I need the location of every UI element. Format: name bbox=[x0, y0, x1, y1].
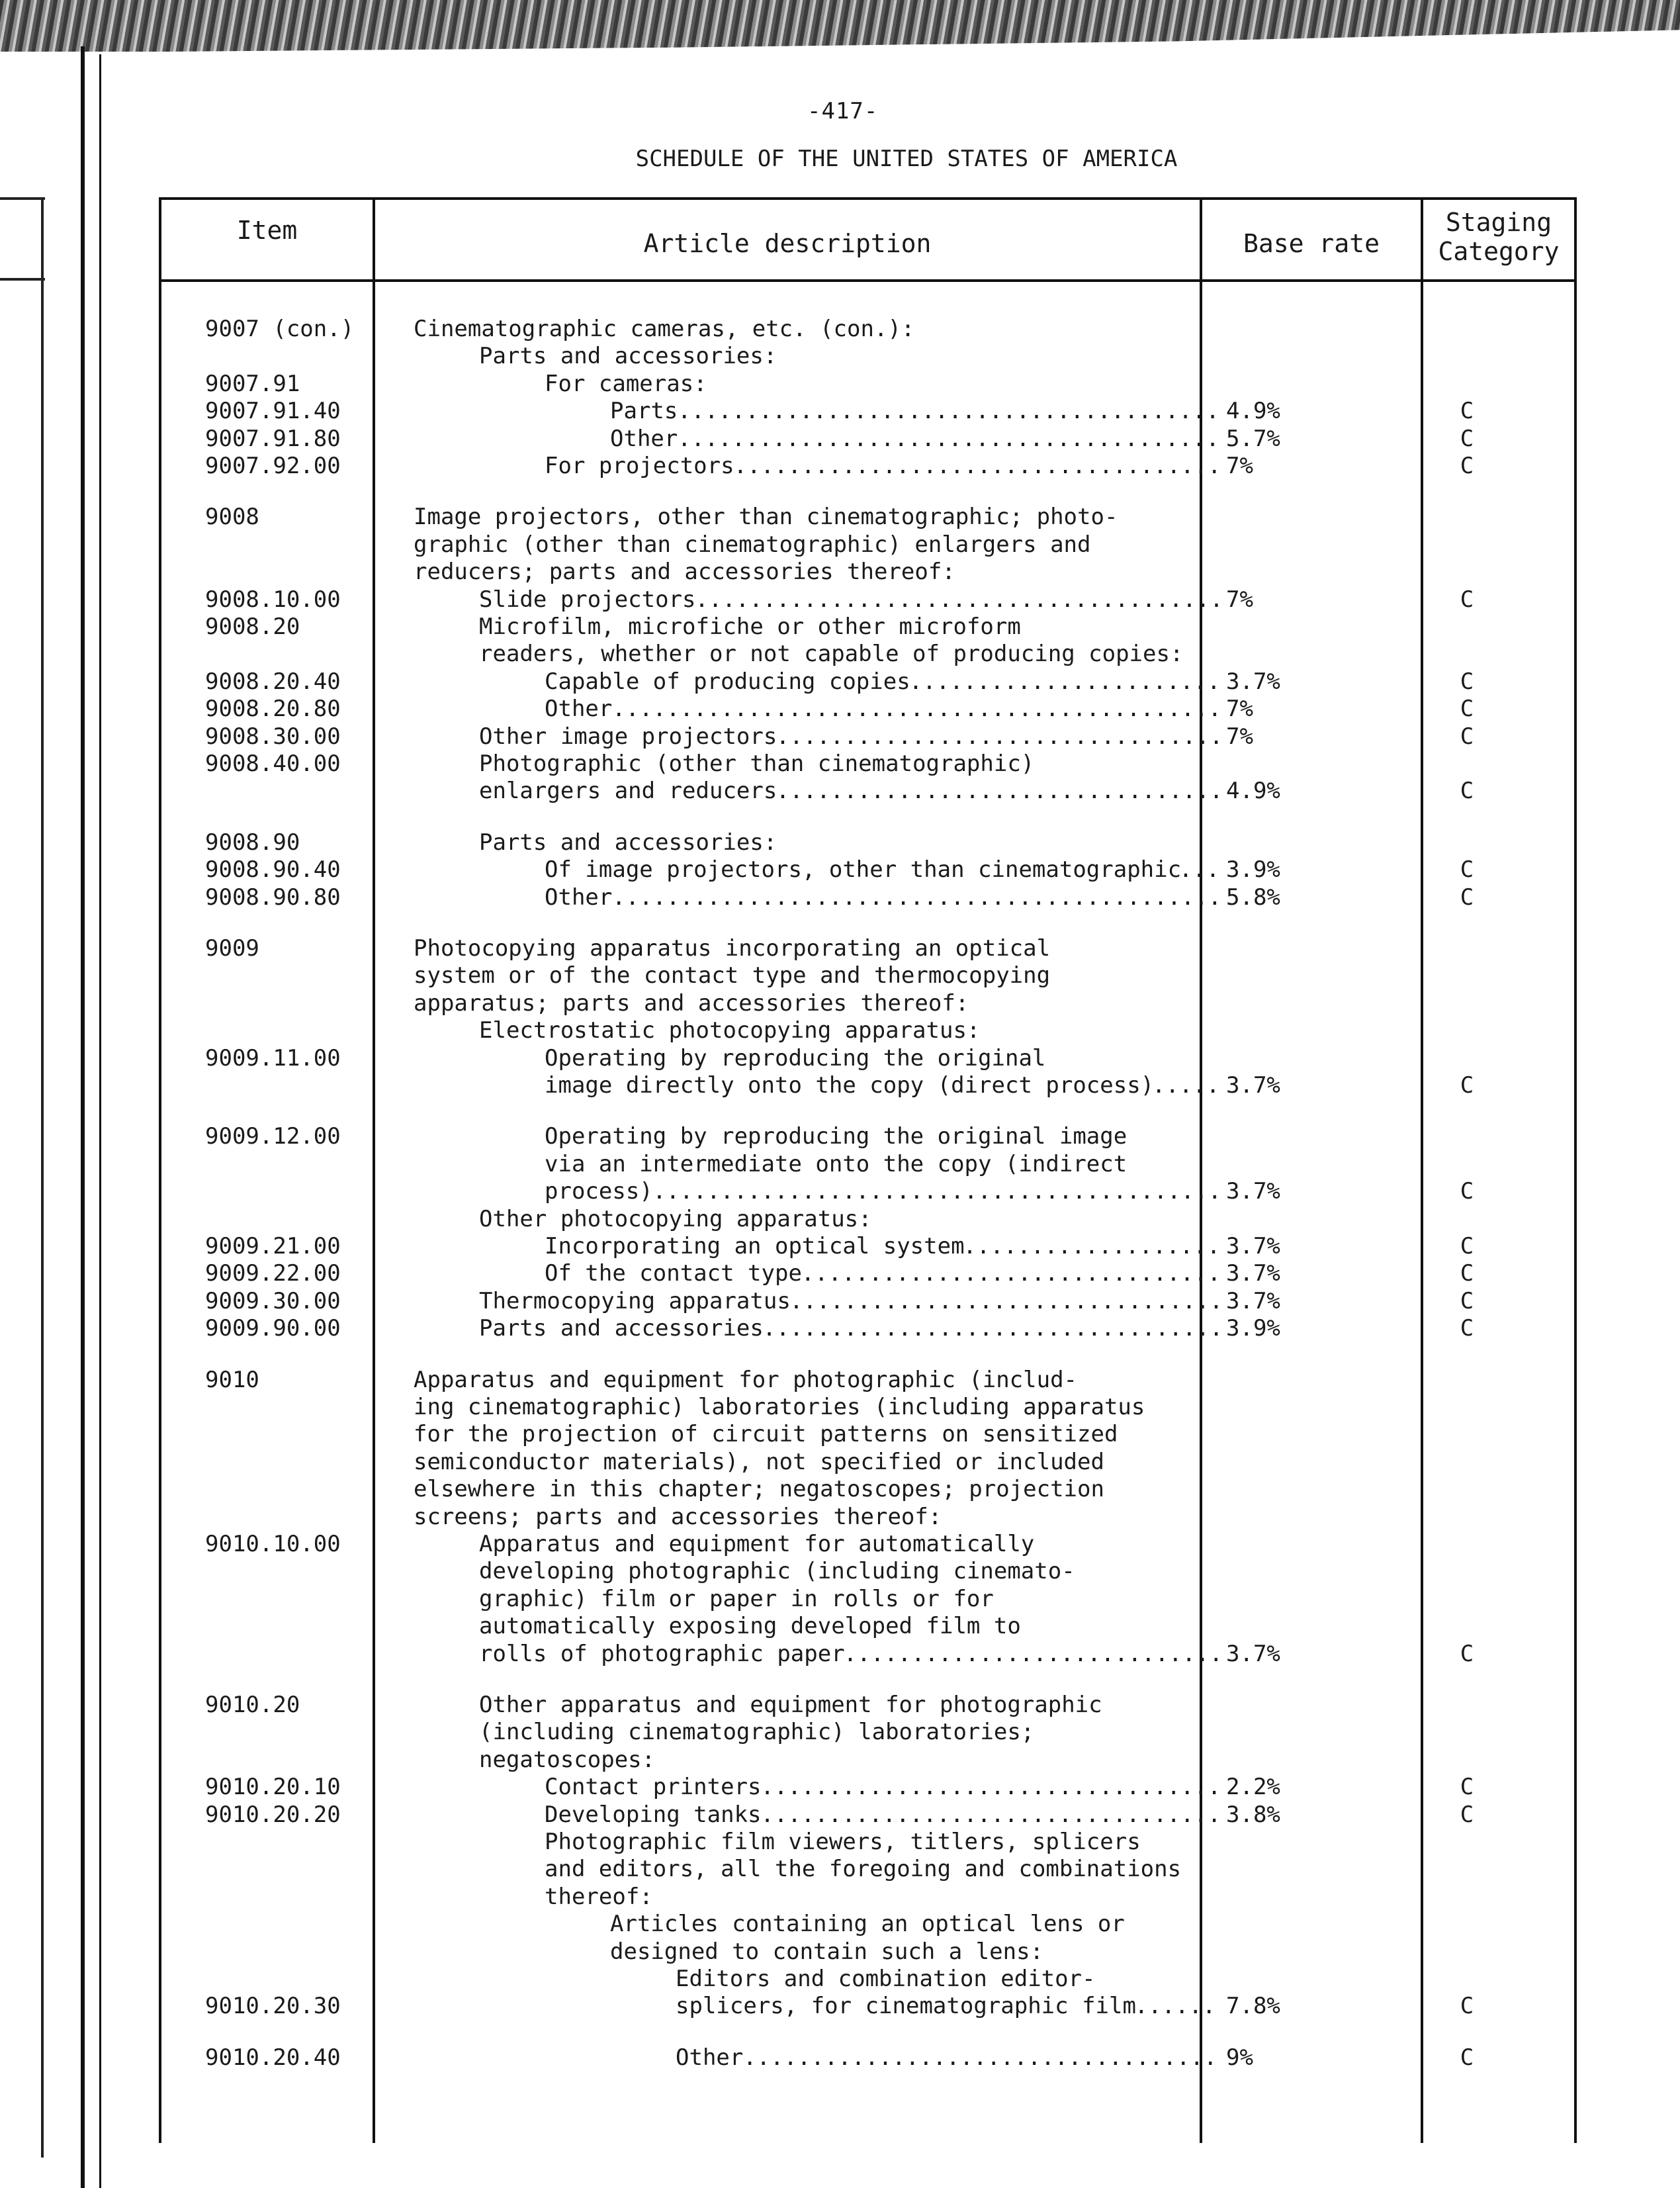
article-description: Photocopying apparatus incorporating an optical bbox=[414, 935, 1051, 962]
article-description: Other bbox=[545, 696, 613, 723]
item-code: 9008.90.40 bbox=[205, 856, 341, 884]
leader-dots: ................... bbox=[963, 1233, 1221, 1259]
staging-category: C bbox=[1460, 586, 1474, 613]
table-row bbox=[159, 2044, 1577, 2072]
article-description: Other photocopying apparatus: bbox=[479, 1205, 872, 1232]
article-description: rolls of photographic paper bbox=[479, 1640, 845, 1667]
table-row bbox=[159, 1965, 1577, 1993]
base-rate: 7% bbox=[1226, 696, 1253, 723]
facing-page-rule bbox=[0, 197, 45, 200]
table-row bbox=[159, 425, 1577, 453]
table-row bbox=[159, 1828, 1577, 1856]
item-code: 9010.20.20 bbox=[205, 1801, 341, 1828]
binding-edge bbox=[81, 46, 85, 2188]
article-description: For projectors bbox=[545, 453, 734, 479]
base-rate: 3.7% bbox=[1226, 1287, 1280, 1314]
table-row bbox=[159, 1640, 1577, 1668]
base-rate: 7.8% bbox=[1226, 1993, 1280, 2020]
facing-page-rule bbox=[0, 278, 45, 281]
staging-category: C bbox=[1460, 1801, 1474, 1828]
base-rate: 3.9% bbox=[1226, 856, 1280, 884]
article-description: reducers; parts and accessories thereof: bbox=[414, 559, 955, 586]
header-bottom-rule bbox=[159, 279, 1577, 282]
item-code: 9008.20.40 bbox=[205, 668, 341, 695]
table-row bbox=[159, 1448, 1577, 1476]
page-number: -417- bbox=[807, 98, 879, 124]
article-description: Capable of producing copies bbox=[545, 668, 910, 695]
table-row bbox=[159, 962, 1577, 989]
article-description: splicers, for cinematographic film bbox=[676, 1993, 1136, 2020]
header-item: Item bbox=[236, 216, 298, 245]
header-base-rate: Base rate bbox=[1243, 229, 1380, 258]
staging-category: C bbox=[1460, 398, 1474, 425]
article-description: graphic (other than cinematographic) enlargers and bbox=[414, 531, 1091, 558]
base-rate: 9% bbox=[1226, 2044, 1253, 2071]
table-row bbox=[159, 750, 1577, 778]
table-row bbox=[159, 1232, 1577, 1260]
base-rate: 2.2% bbox=[1226, 1774, 1280, 1801]
article-description: thereof: bbox=[545, 1883, 653, 1910]
table-row bbox=[159, 1150, 1577, 1178]
table-row bbox=[159, 1910, 1577, 1938]
base-rate: 4.9% bbox=[1226, 398, 1280, 425]
article-description: Editors and combination editor- bbox=[676, 1966, 1096, 1992]
tariff-schedule-table bbox=[159, 197, 1577, 2143]
table-row bbox=[159, 1259, 1577, 1287]
article-description: (including cinematographic) laboratories; bbox=[479, 1719, 1035, 1746]
item-code: 9009.21.00 bbox=[205, 1233, 341, 1259]
article-description: Slide projectors bbox=[479, 586, 696, 613]
staging-category: C bbox=[1460, 856, 1474, 884]
table-row bbox=[159, 1883, 1577, 1911]
table-row bbox=[159, 452, 1577, 480]
table-row bbox=[159, 1855, 1577, 1883]
article-description: Apparatus and equipment for photographic (includ- bbox=[414, 1366, 1078, 1393]
item-code: 9009 bbox=[205, 935, 259, 962]
item-code: 9007.92.00 bbox=[205, 453, 341, 479]
item-code: 9009.90.00 bbox=[205, 1315, 341, 1342]
item-code: 9010 bbox=[205, 1366, 259, 1393]
article-description: Operating by reproducing the original bbox=[545, 1044, 1046, 1071]
leader-dots: ................................. bbox=[775, 778, 1223, 805]
header-staging-line1: Staging bbox=[1445, 208, 1552, 237]
leader-dots: ....................... bbox=[908, 668, 1221, 695]
article-description: developing photographic (including cinemato- bbox=[479, 1558, 1075, 1585]
leader-dots: ................................... bbox=[743, 2044, 1217, 2071]
table-row bbox=[159, 1071, 1577, 1099]
item-code: 9010.20.10 bbox=[205, 1774, 341, 1801]
table-row bbox=[159, 1530, 1577, 1558]
item-code: 9010.10.00 bbox=[205, 1531, 341, 1557]
article-description: Contact printers bbox=[545, 1774, 762, 1801]
item-code: 9008.20.80 bbox=[205, 696, 341, 723]
table-row bbox=[159, 1122, 1577, 1150]
base-rate: 7% bbox=[1226, 453, 1253, 479]
article-description: system or of the contact type and thermocopying bbox=[414, 962, 1051, 989]
table-row bbox=[159, 613, 1577, 641]
item-code: 9008.10.00 bbox=[205, 586, 341, 613]
table-row bbox=[159, 1017, 1577, 1044]
table-row bbox=[159, 1773, 1577, 1801]
article-description: semiconductor materials), not specified or included bbox=[414, 1448, 1104, 1475]
table-row bbox=[159, 1718, 1577, 1746]
article-description: elsewhere in this chapter; negatoscopes; projection bbox=[414, 1476, 1104, 1503]
staging-category: C bbox=[1460, 1774, 1474, 1801]
table-row bbox=[159, 1287, 1577, 1315]
table-row bbox=[159, 1314, 1577, 1342]
item-code: 9010.20 bbox=[205, 1692, 300, 1718]
leader-dots: ................................. bbox=[775, 723, 1223, 750]
leader-dots: ..... bbox=[1152, 1072, 1220, 1099]
base-rate: 7% bbox=[1226, 723, 1253, 750]
table-row bbox=[159, 503, 1577, 531]
leader-dots: ... bbox=[1178, 856, 1220, 884]
table-row bbox=[159, 558, 1577, 586]
staging-category: C bbox=[1460, 1993, 1474, 2020]
leader-dots: .................................. bbox=[760, 1774, 1221, 1801]
table-row bbox=[159, 586, 1577, 614]
table-row bbox=[159, 989, 1577, 1017]
table-row bbox=[159, 1044, 1577, 1072]
article-description: designed to contain such a lens: bbox=[610, 1938, 1044, 1965]
article-description: Other image projectors bbox=[479, 723, 777, 750]
item-code: 9010.20.30 bbox=[205, 1993, 341, 2020]
table-top-rule bbox=[159, 197, 1577, 200]
article-description: Photographic film viewers, titlers, splicers bbox=[545, 1829, 1141, 1855]
table-row bbox=[159, 1612, 1577, 1640]
table-row bbox=[159, 1420, 1577, 1448]
table-row bbox=[159, 315, 1577, 343]
table-row bbox=[159, 1366, 1577, 1394]
item-code: 9008 bbox=[205, 504, 259, 531]
article-description: Parts bbox=[610, 398, 678, 425]
item-code: 9010.20.40 bbox=[205, 2044, 341, 2071]
article-description: Image projectors, other than cinematographic; photo- bbox=[414, 504, 1118, 531]
base-rate: 7% bbox=[1226, 586, 1253, 613]
article-description: automatically exposing developed film to bbox=[479, 1613, 1021, 1640]
base-rate: 3.7% bbox=[1226, 1178, 1280, 1205]
staging-category: C bbox=[1460, 1072, 1474, 1099]
staging-category: C bbox=[1460, 696, 1474, 723]
table-row bbox=[159, 531, 1577, 559]
leader-dots: .................................. bbox=[760, 1801, 1221, 1828]
base-rate: 4.9% bbox=[1226, 778, 1280, 805]
item-code: 9008.40.00 bbox=[205, 751, 341, 777]
table-row bbox=[159, 1205, 1577, 1233]
table-row bbox=[159, 723, 1577, 751]
article-description: via an intermediate onto the copy (indirect bbox=[545, 1150, 1127, 1177]
item-code: 9007.91.40 bbox=[205, 398, 341, 425]
base-rate: 3.7% bbox=[1226, 1072, 1280, 1099]
staging-category: C bbox=[1460, 453, 1474, 479]
header-article-description: Article description bbox=[643, 229, 932, 258]
staging-category: C bbox=[1460, 1287, 1474, 1314]
article-description: image directly onto the copy (direct process) bbox=[545, 1072, 1155, 1099]
table-row bbox=[159, 370, 1577, 398]
article-description: Operating by reproducing the original image bbox=[545, 1123, 1127, 1150]
facing-page-rule bbox=[41, 199, 44, 2158]
article-description: graphic) film or paper in rolls or for bbox=[479, 1585, 994, 1612]
page-title: SCHEDULE OF THE UNITED STATES OF AMERICA bbox=[635, 146, 1178, 172]
table-row bbox=[159, 777, 1577, 805]
article-description: negatoscopes: bbox=[479, 1746, 656, 1773]
table-row bbox=[159, 397, 1577, 425]
staging-category: C bbox=[1460, 1315, 1474, 1342]
scan-top-edge bbox=[0, 0, 1680, 52]
base-rate: 3.7% bbox=[1226, 1233, 1280, 1259]
item-code: 9008.90 bbox=[205, 829, 300, 856]
table-row bbox=[159, 1801, 1577, 1829]
article-description: and editors, all the foregoing and combinations bbox=[545, 1856, 1182, 1883]
article-description: Microfilm, microfiche or other microform bbox=[479, 614, 1021, 640]
article-description: Apparatus and equipment for automatically bbox=[479, 1531, 1035, 1557]
table-row bbox=[159, 1557, 1577, 1585]
staging-category: C bbox=[1460, 1178, 1474, 1205]
table-row bbox=[159, 1177, 1577, 1205]
base-rate: 3.9% bbox=[1226, 1315, 1280, 1342]
leader-dots: ................................ bbox=[789, 1287, 1223, 1314]
leader-dots: .................................. bbox=[762, 1315, 1223, 1342]
article-description: for the projection of circuit patterns on sensitized bbox=[414, 1421, 1118, 1448]
article-description: Developing tanks bbox=[545, 1801, 762, 1828]
article-description: Parts and accessories: bbox=[479, 829, 777, 856]
item-code: 9007.91 bbox=[205, 370, 300, 397]
table-row bbox=[159, 640, 1577, 668]
table-row bbox=[159, 856, 1577, 884]
item-code: 9009.22.00 bbox=[205, 1260, 341, 1287]
article-description: apparatus; parts and accessories thereof: bbox=[414, 989, 969, 1017]
article-description: Incorporating an optical system bbox=[545, 1233, 965, 1259]
staging-category: C bbox=[1460, 1640, 1474, 1667]
staging-category: C bbox=[1460, 1233, 1474, 1259]
article-description: Other bbox=[545, 884, 613, 911]
article-description: Parts and accessories bbox=[479, 1315, 764, 1342]
item-code: 9008.30.00 bbox=[205, 723, 341, 750]
staging-category: C bbox=[1460, 668, 1474, 695]
table-row bbox=[159, 342, 1577, 370]
article-description: Parts and accessories: bbox=[479, 343, 777, 370]
leader-dots: ............................................. bbox=[612, 696, 1222, 723]
article-description: readers, whether or not capable of producing copies: bbox=[479, 641, 1184, 668]
item-code: 9009.30.00 bbox=[205, 1287, 341, 1314]
article-description: Photographic (other than cinematographic) bbox=[479, 751, 1035, 777]
staging-category: C bbox=[1460, 778, 1474, 805]
table-row bbox=[159, 1475, 1577, 1503]
article-description: process) bbox=[545, 1178, 653, 1205]
leader-dots: .......................................... bbox=[652, 1178, 1221, 1205]
staging-category: C bbox=[1460, 2044, 1474, 2071]
staging-category: C bbox=[1460, 884, 1474, 911]
base-rate: 3.8% bbox=[1226, 1801, 1280, 1828]
table-row bbox=[159, 1746, 1577, 1774]
article-description: Of the contact type bbox=[545, 1260, 802, 1287]
item-code: 9007 (con.) bbox=[205, 316, 355, 342]
article-description: Thermocopying apparatus bbox=[479, 1287, 791, 1314]
article-description: Electrostatic photocopying apparatus: bbox=[479, 1017, 981, 1044]
leader-dots: ...... bbox=[1134, 1993, 1216, 2020]
table-row bbox=[159, 1393, 1577, 1421]
table-row bbox=[159, 829, 1577, 856]
table-row bbox=[159, 1503, 1577, 1531]
table-row bbox=[159, 934, 1577, 962]
item-code: 9008.20 bbox=[205, 614, 300, 640]
item-code: 9007.91.80 bbox=[205, 425, 341, 452]
leader-dots: ........................................ bbox=[678, 425, 1219, 452]
article-description: Of image projectors, other than cinematographic bbox=[545, 856, 1182, 884]
leader-dots: ........................................ bbox=[678, 398, 1219, 425]
table-row bbox=[159, 1691, 1577, 1719]
article-description: Other bbox=[610, 425, 678, 452]
item-code: 9009.11.00 bbox=[205, 1044, 341, 1071]
table-row bbox=[159, 695, 1577, 723]
article-description: Articles containing an optical lens or bbox=[610, 1911, 1125, 1938]
leader-dots: ....................................... bbox=[695, 586, 1223, 613]
article-description: Other bbox=[676, 2044, 744, 2071]
table-row bbox=[159, 1992, 1577, 2020]
article-description: Cinematographic cameras, etc. (con.): bbox=[414, 316, 915, 342]
staging-category: C bbox=[1460, 425, 1474, 452]
table-row bbox=[159, 668, 1577, 696]
staging-category: C bbox=[1460, 1260, 1474, 1287]
base-rate: 3.7% bbox=[1226, 668, 1280, 695]
leader-dots: ............................................. bbox=[612, 884, 1222, 911]
leader-dots: ............................ bbox=[843, 1640, 1223, 1667]
binding-edge-inner bbox=[99, 54, 101, 2188]
header-staging-category bbox=[1423, 197, 1574, 277]
leader-dots: ............................... bbox=[801, 1260, 1221, 1287]
base-rate: 5.7% bbox=[1226, 425, 1280, 452]
item-code: 9009.12.00 bbox=[205, 1123, 341, 1150]
header-staging-line2: Category bbox=[1438, 237, 1560, 266]
leader-dots: .................................... bbox=[733, 453, 1221, 479]
article-description: For cameras: bbox=[545, 370, 707, 397]
article-description: screens; parts and accessories thereof: bbox=[414, 1503, 942, 1530]
base-rate: 3.7% bbox=[1226, 1260, 1280, 1287]
article-description: enlargers and reducers bbox=[479, 778, 777, 805]
table-row bbox=[159, 1585, 1577, 1613]
item-code: 9008.90.80 bbox=[205, 884, 341, 911]
staging-category: C bbox=[1460, 723, 1474, 750]
article-description: ing cinematographic) laboratories (including apparatus bbox=[414, 1394, 1145, 1420]
table-row bbox=[159, 884, 1577, 911]
article-description: Other apparatus and equipment for photographic bbox=[479, 1692, 1102, 1718]
base-rate: 5.8% bbox=[1226, 884, 1280, 911]
base-rate: 3.7% bbox=[1226, 1640, 1280, 1667]
table-row bbox=[159, 1938, 1577, 1966]
